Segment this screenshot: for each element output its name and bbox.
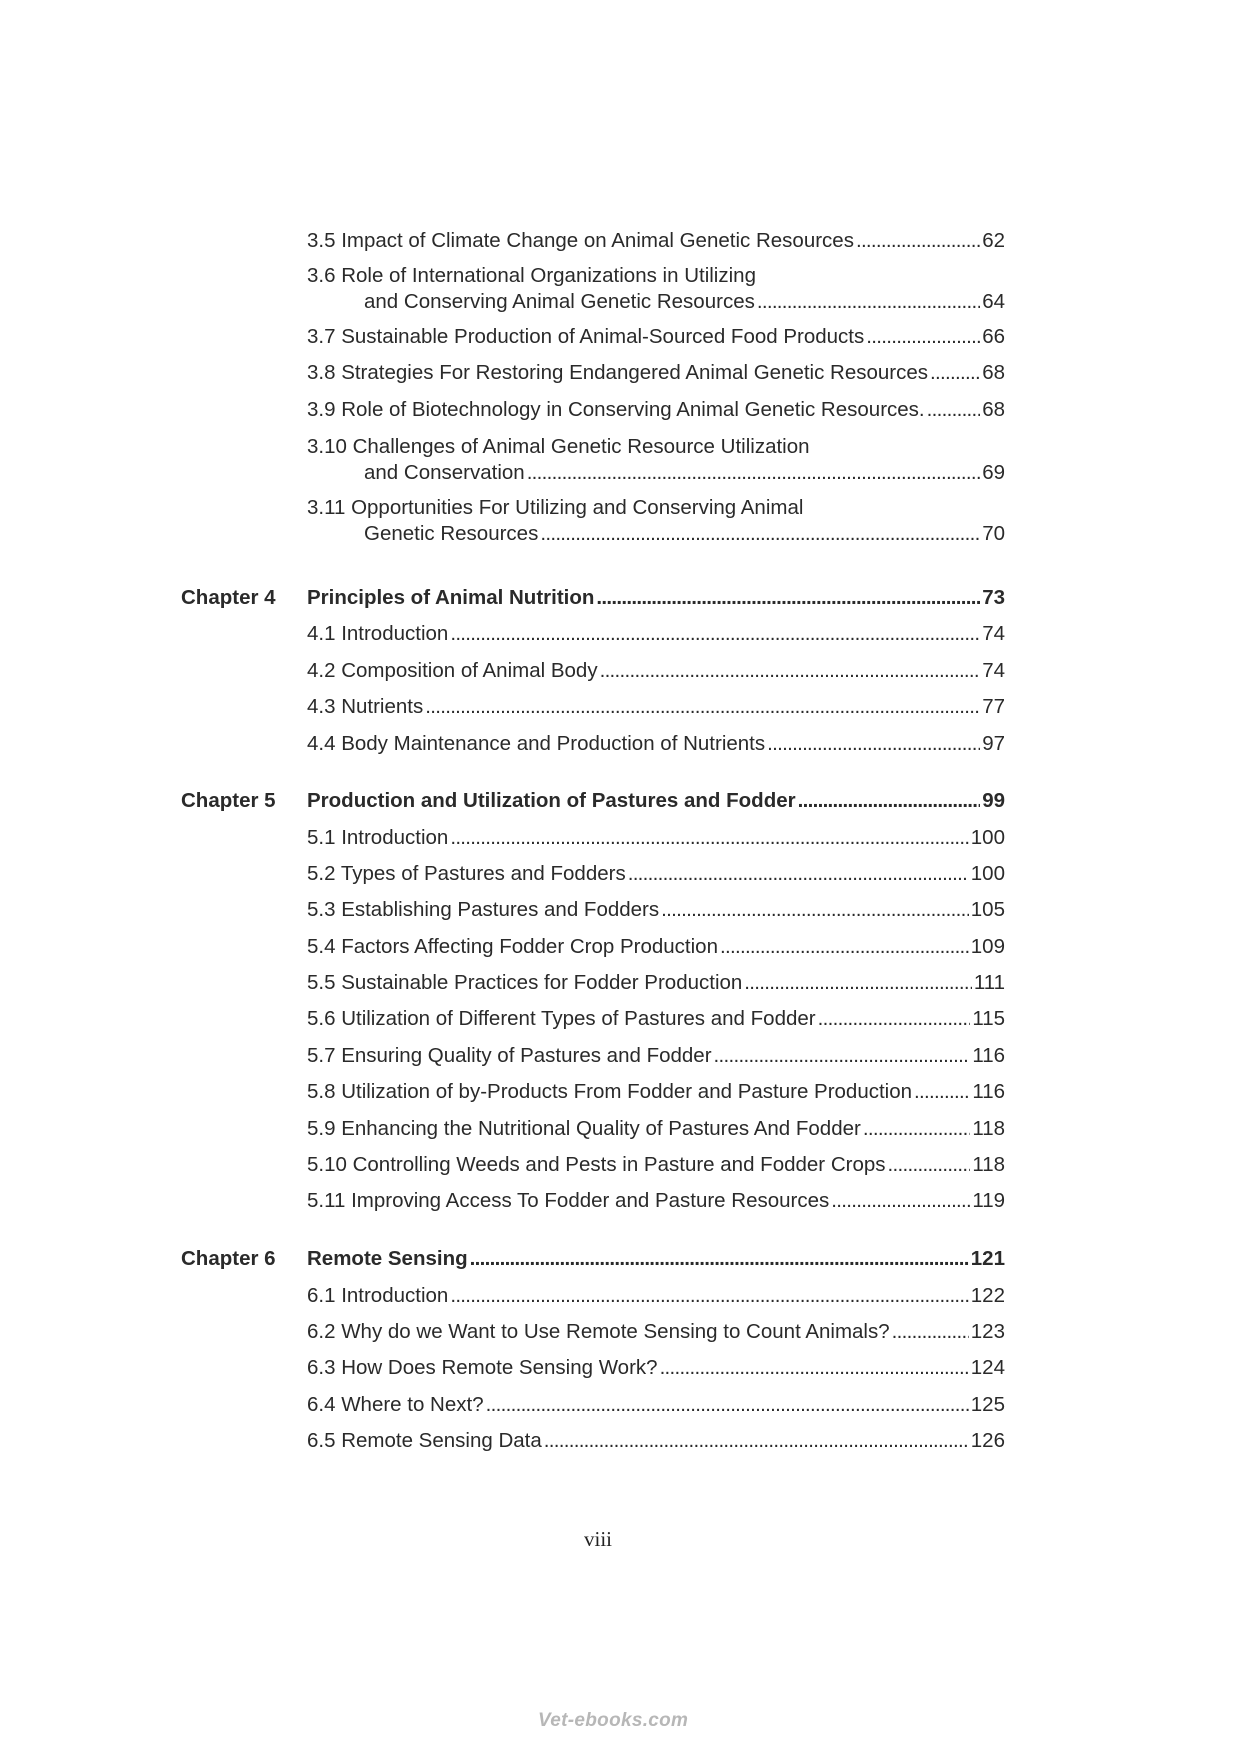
dot-leader [596,585,980,611]
toc-entry[interactable] [307,1392,1005,1418]
toc-entry-title: 5.3 Establishing Pastures and Fodders [307,898,660,921]
dot-leader [450,1283,968,1309]
toc-entry-title: 6.5 Remote Sensing Data [307,1429,542,1452]
chapter-page-number: 121 [970,1247,1005,1270]
toc-entry-title: 6.2 Why do we Want to Use Remote Sensing to Count Animals? [307,1320,890,1343]
dot-leader [660,1355,969,1381]
toc-page-number: 116 [972,1044,1005,1067]
dot-leader [757,289,980,315]
toc-entry[interactable] [307,694,1005,720]
toc-page-number: 68 [982,361,1005,384]
toc-entry-title: 5.6 Utilization of Different Types of Pastures and Fodder [307,1007,816,1030]
toc-entry[interactable] [307,1152,1005,1178]
dot-leader [767,731,980,757]
toc-entry[interactable] [307,1428,1005,1454]
toc-entry-title: 3.11 Opportunities For Utilizing and Conserving Animal [307,496,804,519]
toc-entry[interactable] [307,861,1005,887]
toc-entry[interactable] [307,360,1005,386]
toc-page-number: 62 [982,229,1005,252]
toc-entry[interactable] [307,1006,1005,1032]
toc-page-number: 100 [970,862,1005,885]
toc-page-number: 116 [972,1080,1005,1103]
dot-leader [831,1188,970,1214]
toc-entry-title-continued: and Conserving Animal Genetic Resources [364,290,755,313]
dot-leader [425,694,980,720]
toc-entry-title: 4.4 Body Maintenance and Production of Nutrients [307,732,766,755]
toc-entry[interactable] [307,897,1005,923]
toc-entry[interactable] [307,1355,1005,1381]
toc-entry[interactable] [307,621,1005,647]
toc-page-number: 97 [982,732,1005,755]
toc-entry-title: 6.4 Where to Next? [307,1393,484,1416]
toc-entry[interactable] [307,1188,1005,1214]
toc-page-number: 122 [970,1284,1005,1307]
toc-entry[interactable] [307,397,1005,423]
toc-page-number: 69 [982,461,1005,484]
dot-leader [744,970,972,996]
toc-page-number: 111 [973,971,1005,994]
toc-entry[interactable] [307,1116,1005,1142]
toc-entry[interactable] [307,434,1005,486]
toc-entry[interactable] [307,263,1005,315]
toc-entry-title-continued: Genetic Resources [364,522,539,545]
dot-leader [486,1392,969,1418]
dot-leader [914,1079,970,1105]
dot-leader [927,397,981,423]
toc-page-number: 77 [982,695,1005,718]
toc-entry-title: 3.8 Strategies For Restoring Endangered Animal Genetic Resources [307,361,929,384]
toc-entry-title: 6.1 Introduction [307,1284,449,1307]
chapter-label: Chapter 5 [181,789,276,812]
toc-entry-title: 5.7 Ensuring Quality of Pastures and Fodder [307,1044,712,1067]
toc-page-number: 123 [970,1320,1005,1343]
toc-entry-title: 3.9 Role of Biotechnology in Conserving Animal Genetic Resources. [307,398,925,421]
toc-entry[interactable] [307,658,1005,684]
chapter-label: Chapter 6 [181,1247,276,1270]
dot-leader [714,1043,971,1069]
toc-page-number: 100 [970,826,1005,849]
toc-entry-title: 3.6 Role of International Organizations in Utilizing [307,264,756,287]
toc-entry-title: 3.7 Sustainable Production of Animal-Sourced Food Products [307,325,865,348]
toc-entry[interactable] [307,228,1005,254]
page-folio: viii [583,1527,612,1551]
toc-entry-title: 4.2 Composition of Animal Body [307,659,598,682]
toc-page-number: 124 [970,1356,1005,1379]
dot-leader [527,460,981,486]
dot-leader [930,360,980,386]
toc-entry-title: 4.1 Introduction [307,622,449,645]
toc-page-number: 66 [982,325,1005,348]
dot-leader [720,934,969,960]
dot-leader [818,1006,971,1032]
toc-entry-title: 5.4 Factors Affecting Fodder Crop Production [307,935,718,958]
toc-page-number: 74 [982,622,1005,645]
dot-leader [798,788,981,814]
toc-entry[interactable] [307,825,1005,851]
toc-page-number: 105 [970,898,1005,921]
toc-page-number: 126 [970,1429,1005,1452]
dot-leader [661,897,969,923]
toc-entry[interactable] [307,1283,1005,1309]
chapter-title: Principles of Animal Nutrition [307,586,595,609]
chapter-page-number: 99 [982,789,1005,812]
dot-leader [450,825,968,851]
toc-entry-title: 5.2 Types of Pastures and Fodders [307,862,626,885]
toc-entry-title: 5.1 Introduction [307,826,449,849]
toc-entry-title: 5.11 Improving Access To Fodder and Pasture Resources [307,1189,830,1212]
toc-entry[interactable] [307,1319,1005,1345]
dot-leader [544,1428,969,1454]
toc-page-number: 68 [982,398,1005,421]
dot-leader [863,1116,970,1142]
toc-page-number: 109 [970,935,1005,958]
dot-leader [856,228,980,254]
chapter-title: Remote Sensing [307,1247,468,1270]
toc-entry-title: 4.3 Nutrients [307,695,424,718]
toc-entry-title: 5.9 Enhancing the Nutritional Quality of Pastures And Fodder [307,1117,861,1140]
toc-entry[interactable] [307,1043,1005,1069]
dot-leader [892,1319,969,1345]
toc-page-number: 64 [982,290,1005,313]
chapter-page-number: 73 [982,586,1005,609]
toc-entry-title: 6.3 How Does Remote Sensing Work? [307,1356,658,1379]
toc-page-number: 74 [982,659,1005,682]
toc-entry-title: 3.5 Impact of Climate Change on Animal Genetic Resources [307,229,854,252]
toc-entry[interactable] [307,934,1005,960]
toc-page-number: 70 [982,522,1005,545]
watermark-logo: Vet-ebooks.com [538,1710,689,1731]
toc-page-number: 118 [972,1153,1005,1176]
dot-leader [628,861,969,887]
dot-leader [600,658,981,684]
toc-page-number: 115 [972,1007,1005,1030]
toc-entry[interactable] [307,324,1005,350]
dot-leader [540,521,980,547]
toc-page-number: 119 [972,1189,1005,1212]
dot-leader [470,1246,969,1272]
toc-page-number: 125 [970,1393,1005,1416]
toc-entry[interactable] [307,731,1005,757]
toc-entry-title: 5.10 Controlling Weeds and Pests in Pasture and Fodder Crops [307,1153,886,1176]
dot-leader [888,1152,971,1178]
toc-entry-title: 5.5 Sustainable Practices for Fodder Production [307,971,743,994]
toc-entry-title: 5.8 Utilization of by-Products From Fodder and Pasture Production [307,1080,913,1103]
dot-leader [866,324,980,350]
toc-entry[interactable] [307,495,1005,547]
toc-entry[interactable] [307,1079,1005,1105]
toc-page-number: 118 [972,1117,1005,1140]
chapter-title: Production and Utilization of Pastures and Fodder [307,789,796,812]
toc-entry-title: 3.10 Challenges of Animal Genetic Resource Utilization [307,435,810,458]
toc-entry[interactable] [307,970,1005,996]
toc-entry-title-continued: and Conservation [364,461,525,484]
dot-leader [450,621,980,647]
chapter-label: Chapter 4 [181,586,276,609]
